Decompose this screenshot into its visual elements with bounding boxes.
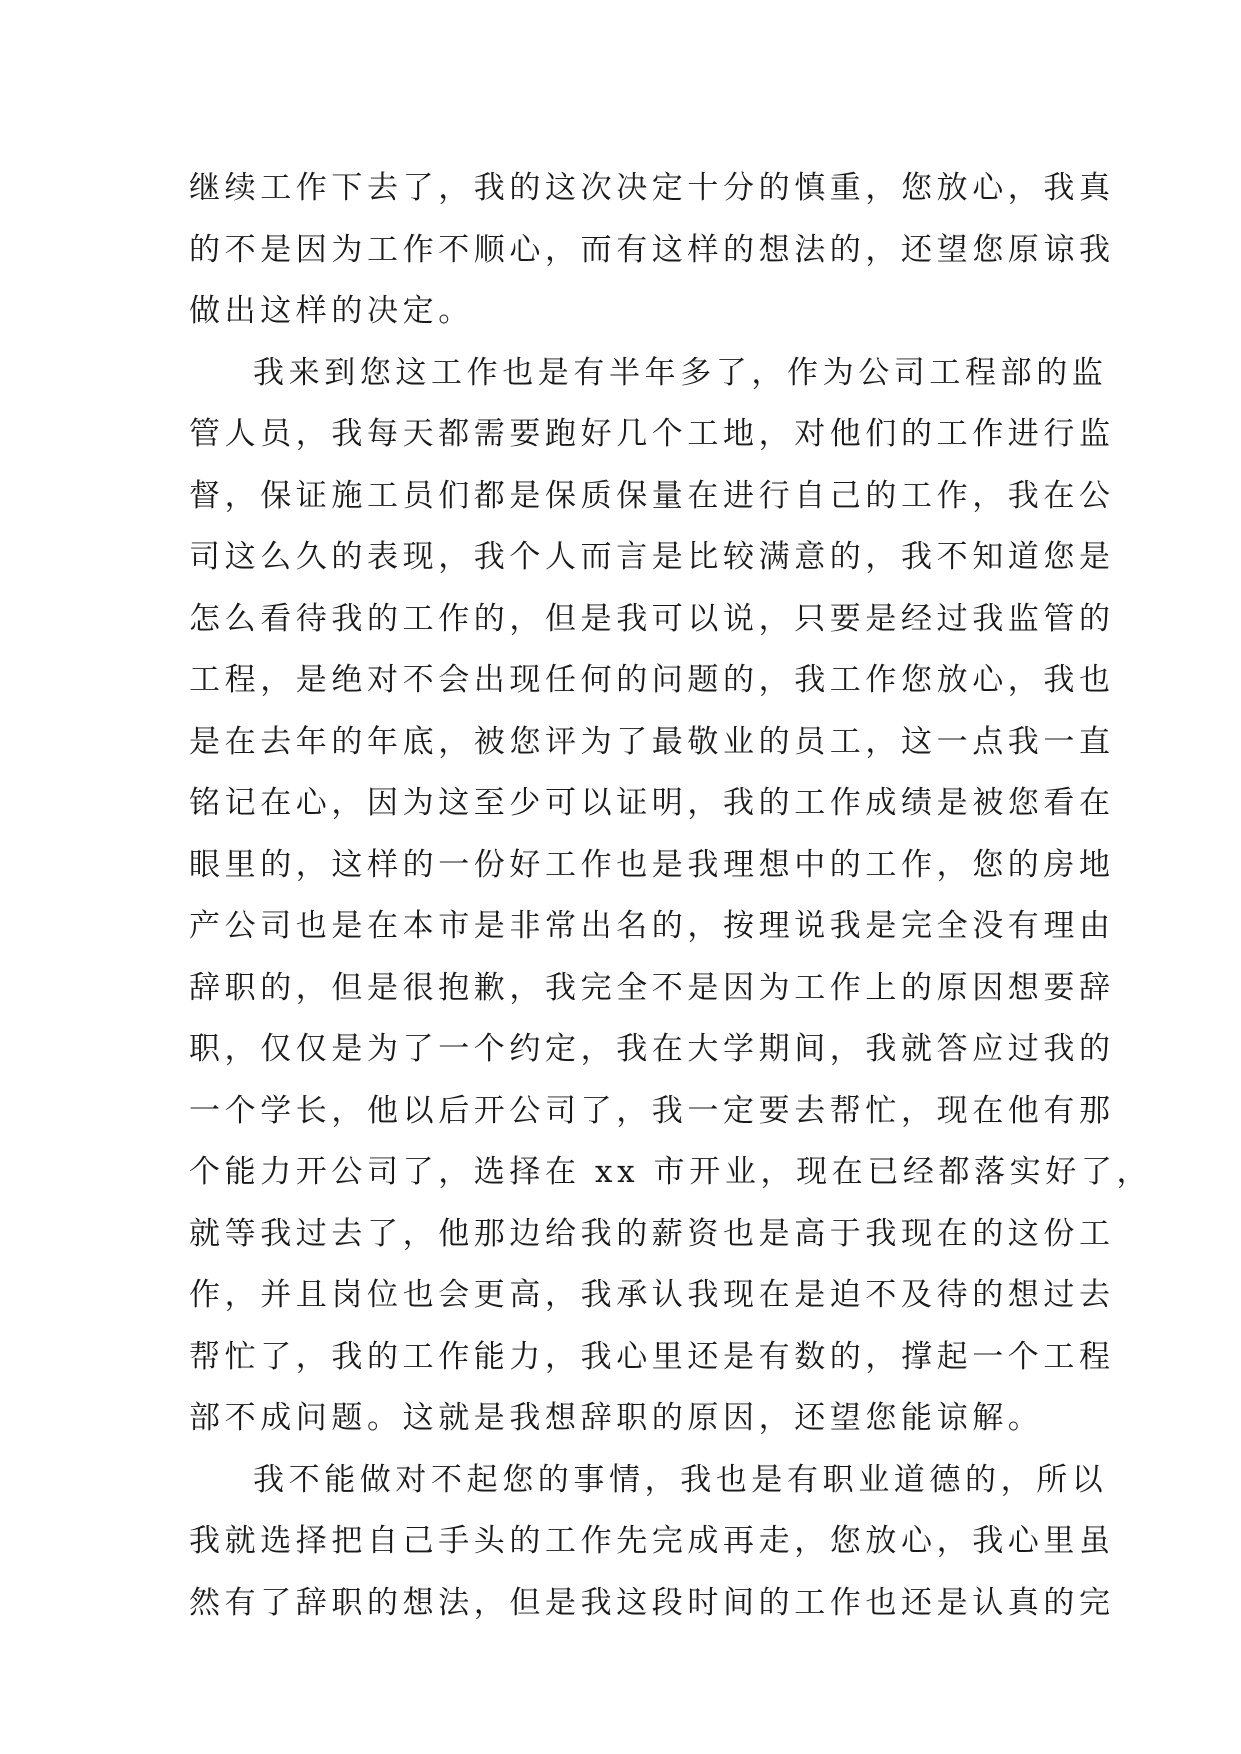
text-line: 然有了辞职的想法，但是我这段时间的工作也还是认真的完: [189, 1584, 1115, 1621]
text-line: 产公司也是在本市是非常出名的，按理说我是完全没有理由: [189, 908, 1115, 944]
text-line: 督，保证施工员们都是保质保量在进行自己的工作，我在公: [189, 477, 1115, 514]
text-line: 我就选择把自己手头的工作先完成再走，您放心，我心里虽: [189, 1523, 1115, 1559]
text-line: 工程，是绝对不会出现任何的问题的，我工作您放心，我也: [189, 662, 1115, 698]
text-line: 职，仅仅是为了一个约定，我在大学期间，我就答应过我的: [189, 1031, 1115, 1067]
text-line: 司这么久的表现，我个人而言是比较满意的，我不知道您是: [189, 539, 1115, 575]
text-line: 作，并且岗位也会更高，我承认我现在是迫不及待的想过去: [189, 1277, 1115, 1313]
text-line: 眼里的，这样的一份好工作也是我理想中的工作，您的房地: [189, 846, 1115, 883]
text-line: 个能力开公司了，选择在 xx 市开业，现在已经都落实好了，: [189, 1154, 1153, 1190]
text-line: 部不成问题。这就是我想辞职的原因，还望您能谅解。: [189, 1400, 1044, 1436]
text-line: 做出这样的决定。: [189, 293, 474, 329]
paragraph-first-line: 我来到您这工作也是有半年多了，作为公司工程部的监: [253, 354, 1108, 391]
letter-body: [189, 158, 1153, 1634]
text-line: 怎么看待我的工作的，但是我可以说，只要是经过我监管的: [189, 600, 1115, 637]
text-line: 继续工作下去了，我的这次决定十分的慎重，您放心，我真: [189, 170, 1115, 206]
text-line: 管人员，我每天都需要跑好几个工地，对他们的工作进行监: [189, 416, 1115, 452]
text-line: 辞职的，但是很抱歉，我完全不是因为工作上的原因想要辞: [189, 969, 1115, 1006]
text-line: 铭记在心，因为这至少可以证明，我的工作成绩是被您看在: [189, 785, 1115, 821]
text-line: 一个学长，他以后开公司了，我一定要去帮忙，现在他有那: [189, 1092, 1115, 1129]
text-line: 就等我过去了，他那边给我的薪资也是高于我现在的这份工: [189, 1215, 1115, 1252]
text-line: 帮忙了，我的工作能力，我心里还是有数的，撑起一个工程: [189, 1338, 1115, 1375]
paragraph-first-line: 我不能做对不起您的事情，我也是有职业道德的，所以: [253, 1461, 1108, 1498]
text-line: 是在去年的年底，被您评为了最敬业的员工，这一点我一直: [189, 723, 1115, 760]
text-line: 的不是因为工作不顺心，而有这样的想法的，还望您原谅我: [189, 231, 1115, 268]
